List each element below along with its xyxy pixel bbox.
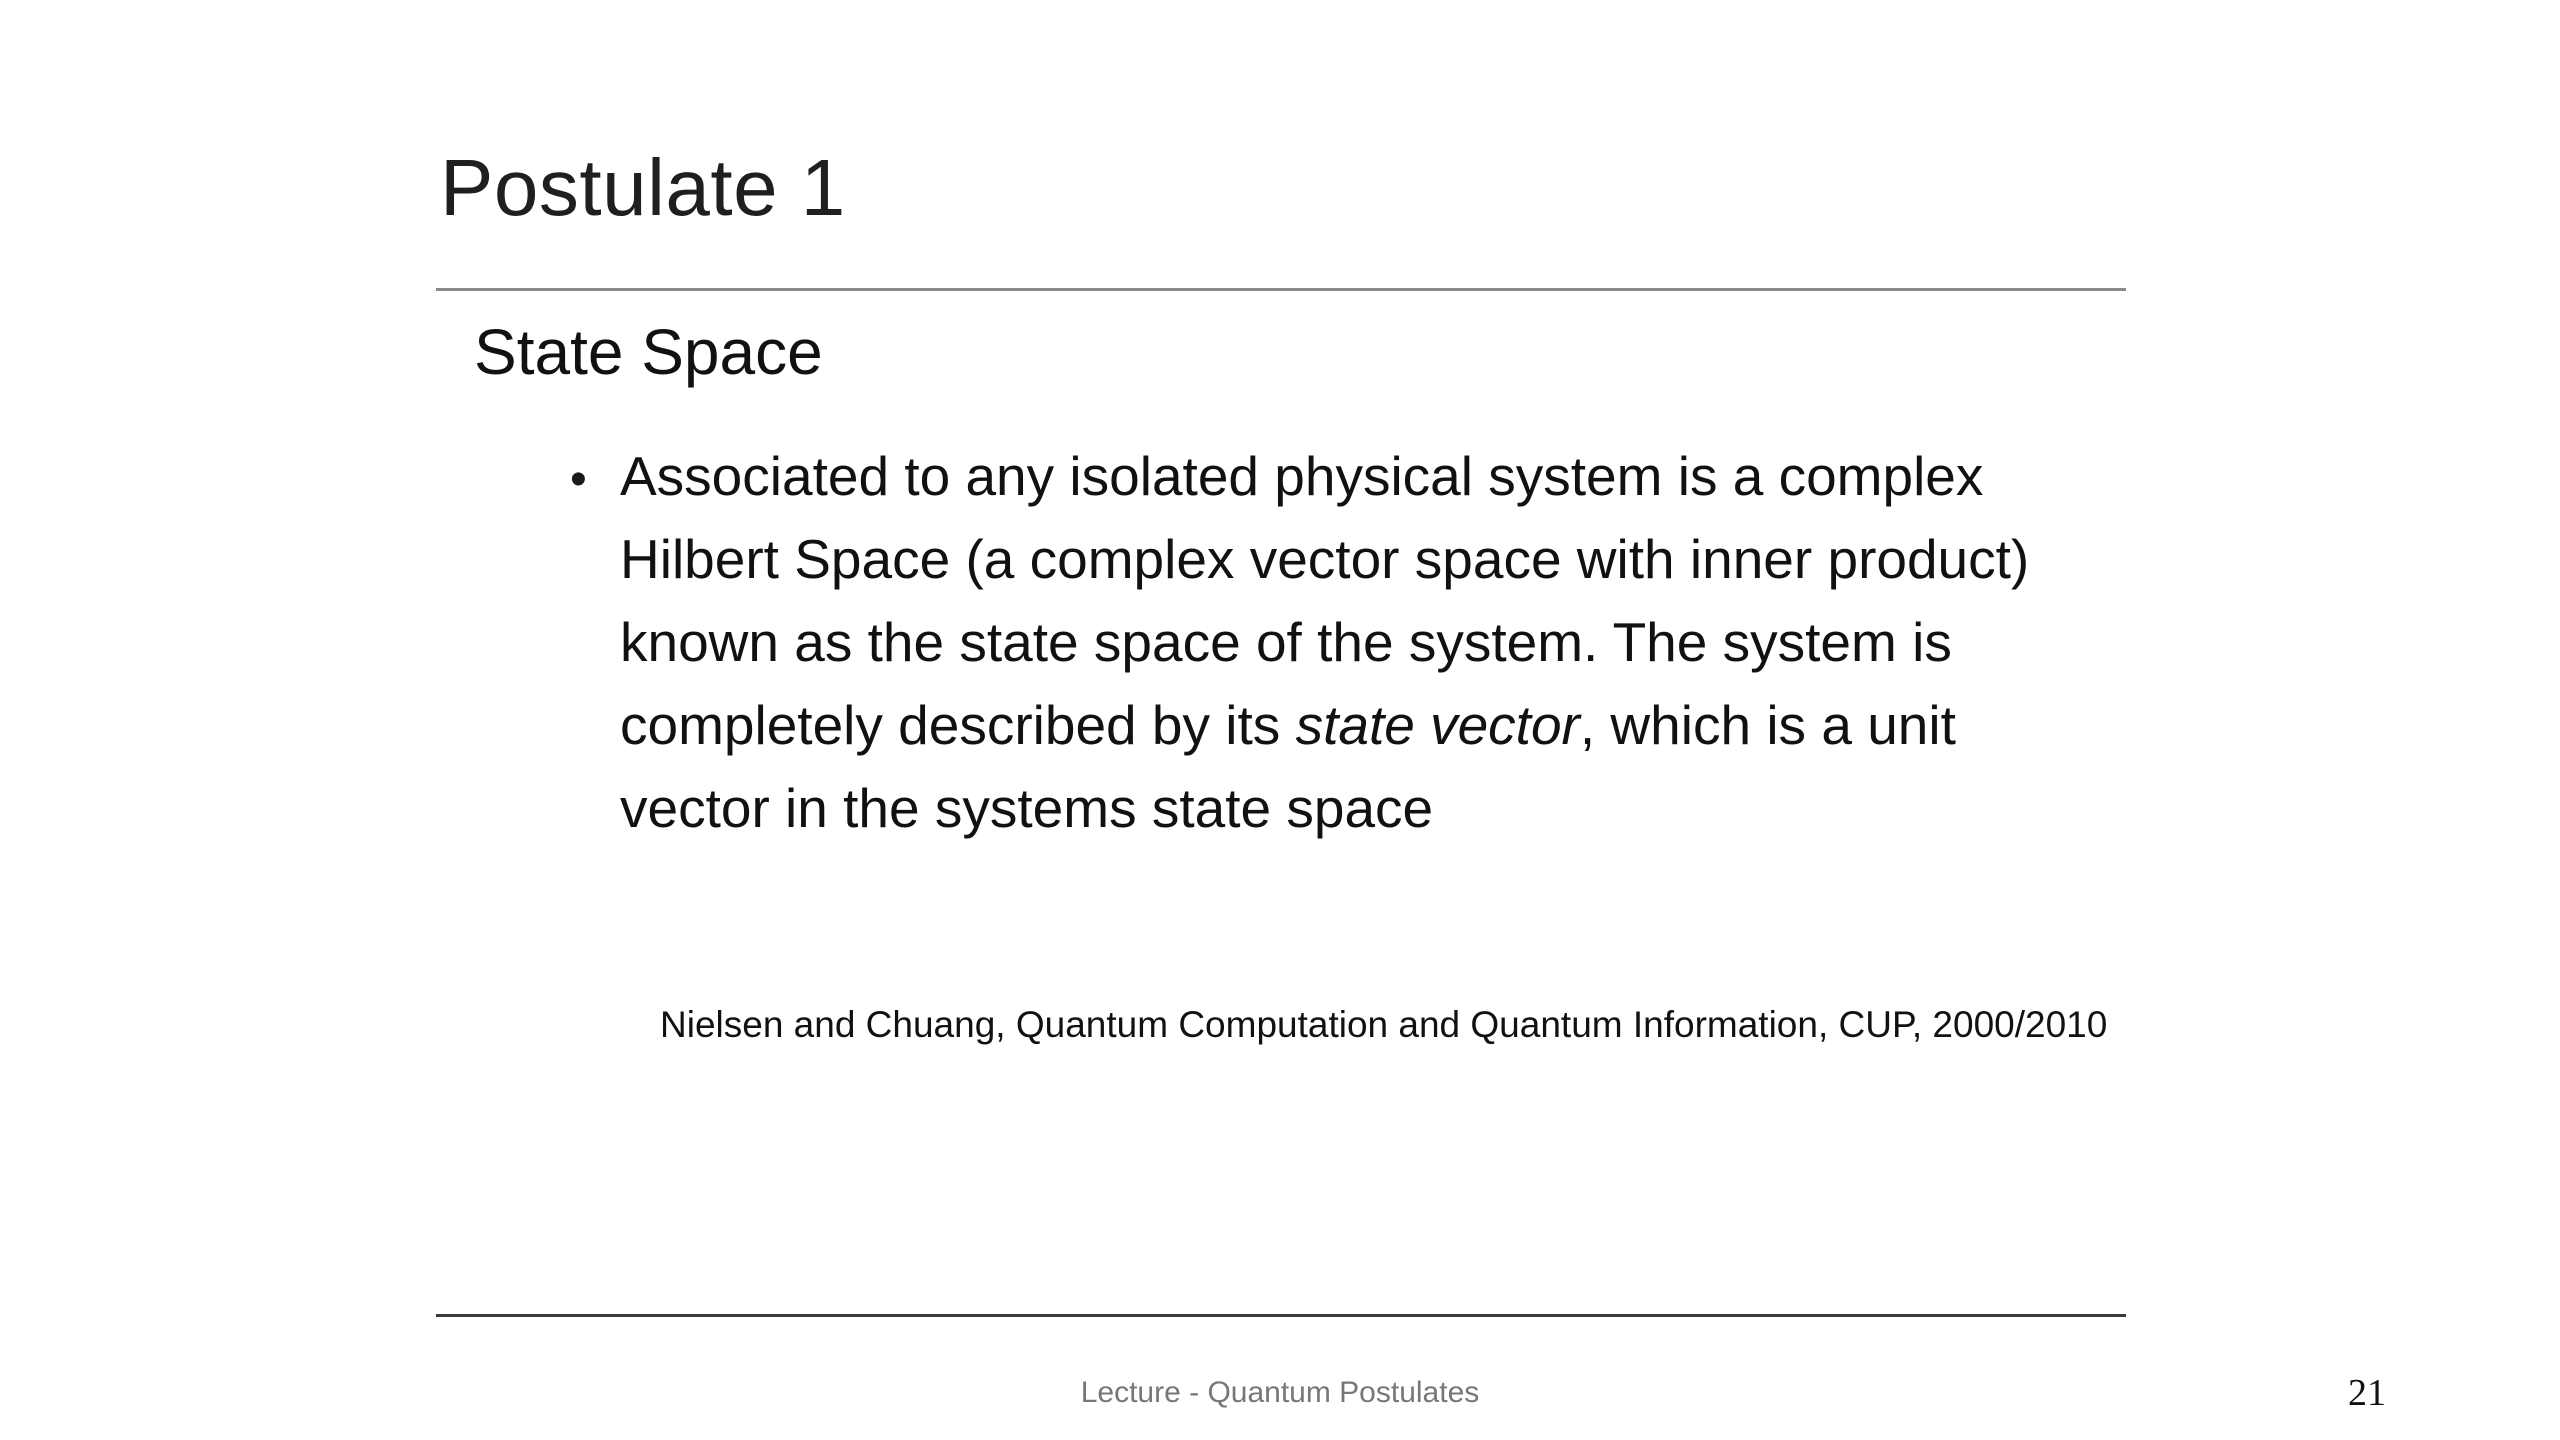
slide-title: Postulate 1 <box>440 143 846 232</box>
bullet-line-2: Hilbert Space (a complex vector space with inner product) <box>620 528 2030 590</box>
bullet-line-5: vector in the systems state space <box>620 777 1434 839</box>
bullet-line-4-end: , which is a unit <box>1579 694 1956 756</box>
page-number: 21 <box>2348 1372 2386 1414</box>
title-divider <box>436 288 2126 291</box>
bullet-line-3: known as the state space of the system. The system is <box>620 611 1952 673</box>
bullet-icon: • <box>570 453 587 506</box>
footer-label: Lecture - Quantum Postulates <box>1080 1376 1480 1409</box>
footer-divider <box>436 1314 2126 1317</box>
slide-subtitle: State Space <box>474 316 823 388</box>
bullet-line-4-start: completely described by its <box>620 694 1296 756</box>
bullet-item <box>620 445 2220 863</box>
bullet-line-1: Associated to any isolated physical system is a complex <box>620 445 1984 507</box>
citation: Nielsen and Chuang, Quantum Computation and Quantum Information, CUP, 2000/2010 <box>660 1004 2108 1045</box>
state-vector-term: state vector <box>1295 694 1580 756</box>
